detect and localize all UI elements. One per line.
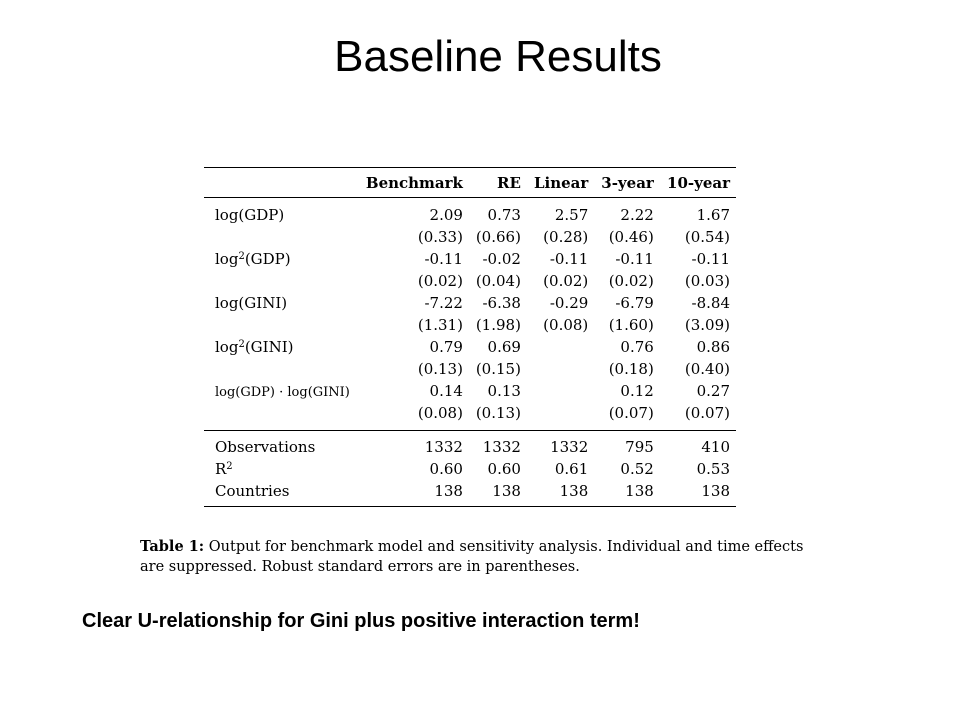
caption-text: Output for benchmark model and sensitivity analysis. Individual and time effects are suppressed. Robust standard errors are in parentheses. [140, 539, 804, 575]
row-label-empty [204, 270, 358, 292]
se-cell: (0.13) [417, 360, 463, 378]
header-cell-3-year: 3-year [594, 168, 660, 198]
coef-cell: -0.11 [615, 250, 654, 268]
se-cell: (3.09) [684, 316, 730, 334]
row-label: Countries [204, 480, 358, 507]
coef-cell: 0.86 [696, 338, 730, 356]
coef-cell: 2.57 [554, 206, 589, 224]
se-cell: (1.31) [417, 316, 463, 334]
se-cell [527, 358, 594, 380]
se-cell: (0.07) [594, 402, 660, 431]
table-caption [140, 537, 820, 577]
coef-cell: 1.67 [696, 206, 730, 224]
coef-cell [527, 336, 594, 358]
coef-cell: 0.69 [487, 338, 521, 356]
coef-row-log2-gdp [204, 248, 736, 270]
row-label-empty [204, 358, 358, 380]
se-row-log2-gini [204, 358, 736, 380]
se-row-interaction [204, 402, 736, 431]
coef-cell: -0.11 [549, 250, 589, 268]
coef-cell: 0.12 [620, 382, 654, 400]
se-cell: (0.33) [417, 228, 463, 246]
row-label: log(GINI) [215, 294, 288, 312]
stat-cell: 138 [527, 480, 594, 507]
coef-cell: -0.11 [424, 250, 463, 268]
stat-cell: 795 [625, 438, 654, 456]
row-label-empty [204, 226, 358, 248]
caption-label: Table 1: [140, 538, 205, 555]
stat-cell: 0.60 [487, 460, 521, 478]
stat-row-observations [204, 431, 736, 459]
header-cell-10-year: 10-year [660, 168, 736, 198]
se-cell: (0.08) [358, 402, 469, 431]
stat-cell: 0.52 [620, 460, 654, 478]
row-label: log(GDP) [215, 206, 285, 224]
coef-cell: -7.22 [424, 294, 463, 312]
coef-cell: -0.02 [482, 250, 521, 268]
coef-cell: 0.76 [620, 338, 654, 356]
coef-cell: 0.14 [429, 382, 463, 400]
row-label-empty [204, 314, 358, 336]
stat-row-countries [204, 480, 736, 507]
coef-cell: 2.22 [620, 206, 654, 224]
header-cell-blank [204, 168, 358, 198]
coef-cell: -8.84 [691, 294, 730, 312]
se-cell: (0.08) [543, 316, 589, 334]
coef-row-interaction [204, 380, 736, 402]
conclusion-text: Clear U-relationship for Gini plus positive interaction term! [82, 610, 640, 632]
se-row-log-gini [204, 314, 736, 336]
coef-cell: 0.13 [487, 382, 521, 400]
header-cell-linear: Linear [527, 168, 594, 198]
coef-cell: 0.73 [487, 206, 521, 224]
row-label-empty [204, 402, 358, 431]
se-cell: (0.15) [475, 360, 521, 378]
se-cell: (0.04) [475, 272, 521, 290]
stat-cell: 138 [594, 480, 660, 507]
se-cell: (0.54) [684, 228, 730, 246]
coef-cell [527, 380, 594, 402]
se-cell [527, 402, 594, 431]
table-header-row [204, 168, 736, 198]
se-cell: (0.02) [417, 272, 463, 290]
coef-cell: 0.79 [429, 338, 463, 356]
row-label: $\log^2(GINI)$ [215, 338, 294, 356]
stat-cell: 410 [701, 438, 730, 456]
stat-cell: 1332 [424, 438, 463, 456]
se-cell: (0.03) [684, 272, 730, 290]
se-cell: (0.07) [660, 402, 736, 431]
coef-row-log-gini [204, 292, 736, 314]
stat-cell: 0.53 [696, 460, 730, 478]
row-label: Observations [215, 438, 316, 456]
coef-cell: -6.38 [482, 294, 521, 312]
se-cell: (0.02) [608, 272, 654, 290]
coef-cell: -0.29 [549, 294, 589, 312]
coef-row-log-gdp [204, 198, 736, 227]
stat-cell: 138 [358, 480, 469, 507]
coef-cell: -0.11 [691, 250, 730, 268]
stat-cell: 1332 [482, 438, 521, 456]
se-cell: (1.98) [475, 316, 521, 334]
se-cell: (0.40) [684, 360, 730, 378]
coef-cell: 2.09 [429, 206, 463, 224]
stat-cell: 138 [469, 480, 527, 507]
coef-cell: -6.79 [615, 294, 654, 312]
coef-cell: 0.27 [696, 382, 730, 400]
regression-table [204, 167, 736, 507]
stat-cell: 138 [660, 480, 736, 507]
se-cell: (0.13) [469, 402, 527, 431]
stat-cell: 0.60 [429, 460, 463, 478]
row-label: $R^2$ [215, 460, 233, 478]
slide-title: Baseline Results [334, 32, 662, 81]
row-label: log(GDP) · log(GINI) [215, 384, 350, 400]
se-cell: (1.60) [608, 316, 654, 334]
se-row-log2-gdp [204, 270, 736, 292]
stat-cell: 1332 [550, 438, 589, 456]
se-cell: (0.18) [608, 360, 654, 378]
coef-row-log2-gini [204, 336, 736, 358]
se-cell: (0.02) [543, 272, 589, 290]
row-label: $\log^2(GDP)$ [215, 250, 291, 268]
stat-row-r-squared [204, 458, 736, 480]
header-cell-benchmark: Benchmark [358, 168, 469, 198]
header-cell-re: RE [469, 168, 527, 198]
stat-cell: 0.61 [554, 460, 589, 478]
se-cell: (0.28) [543, 228, 589, 246]
se-cell: (0.46) [608, 228, 654, 246]
se-cell: (0.66) [475, 228, 521, 246]
se-row-log-gdp [204, 226, 736, 248]
